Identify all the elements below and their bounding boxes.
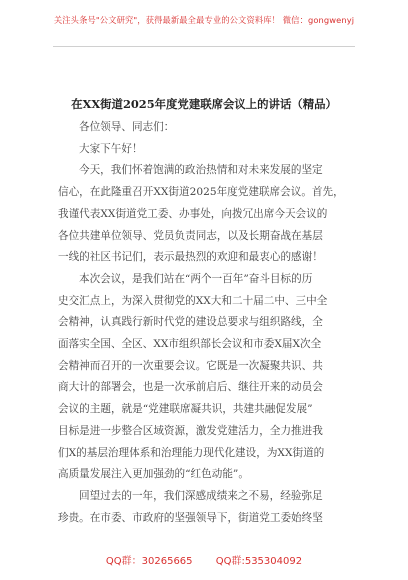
paragraph-line: 会议的主题，就是“党建联席凝共识，共建共融促发展” (58, 403, 313, 416)
paragraph-line: 一线的社区书记们，表示最热烈的欢迎和最衷心的感谢！ (58, 251, 323, 264)
paragraph-line: 商大计的部署会，也是一次承前启后、继往开来的动员会 (58, 381, 323, 394)
document-body (58, 117, 352, 529)
paragraph-line: 史交汇点上，为深入贯彻党的XX大和二十届二中、三中全 (58, 294, 328, 307)
paragraph-line: 信心，在此隆重召开XX街道2025年度党建联席会议。首先， (58, 186, 344, 199)
footer-qq-groups (0, 552, 408, 567)
document-title: 在XX街道2025年度党建联席会议上的讲话（精品） (71, 97, 337, 111)
paragraph-line: 面落实全国、全区、XX市组织部长会议和市委X届X次全 (58, 338, 322, 351)
paragraph-line: 各位领导、同志们： (79, 121, 175, 133)
paragraph-line: 大家下午好！ (79, 142, 143, 155)
paragraph-line: 今天，我们怀着饱满的政治热情和对未来发展的坚定 (79, 164, 323, 177)
paragraph-line: 会精神，认真践行新时代党的建设总要求与组织路线，全 (58, 316, 323, 329)
paragraph-line: 目标是进一步整合区域资源，激发党建活力，全力推进我 (58, 424, 323, 437)
paragraph-line: 珍贵。在市委、市政府的坚强领导下，街道党工委始终坚 (58, 511, 323, 524)
paragraph-line: 回望过去的一年，我们深感成绩来之不易，经验弥足 (79, 489, 323, 502)
qq-group-2: QQ群:535304092 (215, 556, 303, 567)
paragraph-line: 我谨代表XX街道党工委、办事处，向拨冗出席今天会议的 (58, 207, 328, 220)
paragraph-line: 高质量发展注入更加强劲的“红色动能”。 (58, 468, 249, 481)
paragraph-line: 们X的基层治理体系和治理能力现代化建设，为XX街道的 (58, 446, 325, 459)
paragraph-line: 本次会议，是我们站在“两个一百年”奋斗目标的历 (79, 272, 313, 285)
header-banner: 关注头条号"公文研究"，获得最新最全最专业的公文资料库！ 微信：gongwenyj (53, 15, 355, 25)
paragraph-line: 各位共建单位领导、党员负责同志，以及长期奋战在基层 (58, 229, 323, 242)
paragraph-line: 会精神而召开的一次重要会议。它既是一次凝聚共识、共 (58, 359, 323, 372)
qq-group-1: QQ群：30265665 (105, 556, 193, 567)
header-divider (53, 46, 355, 47)
